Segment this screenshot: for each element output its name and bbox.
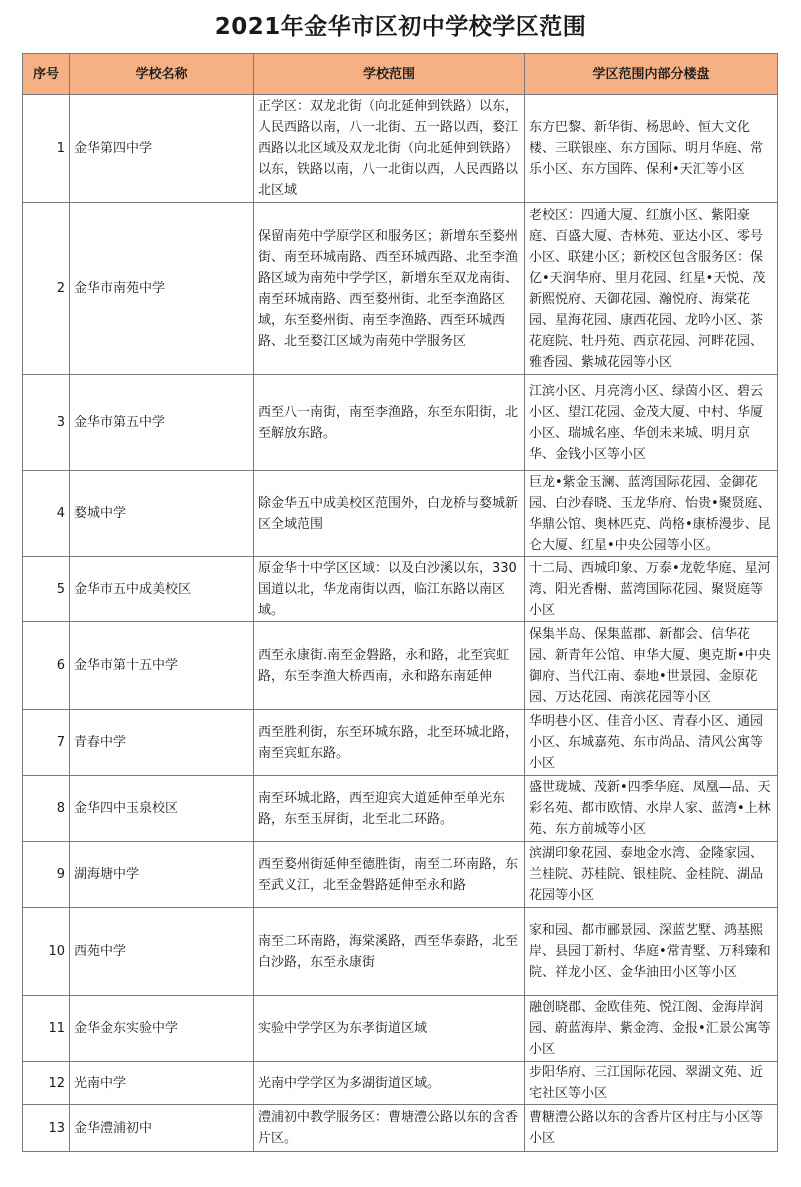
table-row <box>23 95 778 203</box>
school-name: 青春中学 <box>70 710 254 776</box>
school-scope: 光南中学学区为多湖街道区域。 <box>254 1062 525 1105</box>
row-number: 13 <box>23 1105 70 1152</box>
table-row <box>23 996 778 1062</box>
estate-list: 曹糖澧公路以东的含香片区村庄与小区等小区 <box>525 1105 778 1152</box>
table-row <box>23 471 778 557</box>
school-name: 西苑中学 <box>70 908 254 996</box>
estate-list: 十二局、西城印象、万泰•龙乾华庭、星河湾、阳光香榭、蓝湾国际花园、聚贤庭等小区 <box>525 557 778 622</box>
table-row <box>23 375 778 471</box>
school-scope: 澧浦初中教学服务区：曹塘澧公路以东的含香片区。 <box>254 1105 525 1152</box>
estate-list: 东方巴黎、新华街、杨思岭、恒大文化楼、三联银座、东方国际、明月华庭、常乐小区、东方国阵、保利•天汇等小区 <box>525 95 778 203</box>
school-scope: 南至环城北路，西至迎宾大道延伸至单光东路，东至玉屏街，北至北二环路。 <box>254 776 525 842</box>
row-number: 1 <box>23 95 70 203</box>
estate-list: 保集半岛、保集蓝郡、新都会、信华花园、新青年公馆、申华大厦、奥克斯•中央御府、当代江南、泰地•世景园、金原花园、万达花园、南滨花园等小区 <box>525 622 778 710</box>
table-row <box>23 776 778 842</box>
table-row <box>23 1105 778 1152</box>
estate-list: 巨龙•紫金玉澜、蓝湾国际花园、金御花园、白沙春晓、玉龙华府、怡贵•聚贤庭、华鼎公馆、奥林匹克、尚格•康桥漫步、昆仑大厦、红星•中央公园等小区。 <box>525 471 778 557</box>
estate-list: 江滨小区、月亮湾小区、绿茵小区、碧云小区、望江花园、金茂大厦、中村、华厦小区、瑞城名座、华创未来城、明月京华、金钱小区等小区 <box>525 375 778 471</box>
school-name: 金华第四中学 <box>70 95 254 203</box>
row-number: 6 <box>23 622 70 710</box>
school-name: 婺城中学 <box>70 471 254 557</box>
school-name: 金华市南苑中学 <box>70 203 254 375</box>
school-name: 金华金东实验中学 <box>70 996 254 1062</box>
school-scope: 原金华十中学区区域：以及白沙溪以东，330国道以北，华龙南街以西，临江东路以南区域。 <box>254 557 525 622</box>
table-row <box>23 1062 778 1105</box>
school-name: 金华市第十五中学 <box>70 622 254 710</box>
table-row <box>23 710 778 776</box>
estate-list: 融创晓郡、金欧佳苑、悦江阁、金海岸润园、蔚蓝海岸、紫金湾、金报•汇景公寓等小区 <box>525 996 778 1062</box>
school-scope: 南至二环南路，海棠溪路，西至华泰路，北至白沙路，东至永康街 <box>254 908 525 996</box>
estate-list: 华明巷小区、佳音小区、青春小区、通园小区、东城嘉苑、东市尚品、清风公寓等小区 <box>525 710 778 776</box>
row-number: 8 <box>23 776 70 842</box>
estate-list: 滨湖印象花园、泰地金水湾、金隆家园、兰桂院、苏桂院、银桂院、金桂院、湖品花园等小区 <box>525 842 778 908</box>
school-name: 金华四中玉泉校区 <box>70 776 254 842</box>
school-district-table <box>22 53 778 1152</box>
row-number: 2 <box>23 203 70 375</box>
row-number: 12 <box>23 1062 70 1105</box>
estate-list: 步阳华府、三江国际花园、翠湖文苑、近宅社区等小区 <box>525 1062 778 1105</box>
table-header-row <box>23 54 778 95</box>
row-number: 11 <box>23 996 70 1062</box>
school-scope: 西至永康街.南至金磐路，永和路，北至宾虹路，东至李渔大桥西南，永和路东南延伸 <box>254 622 525 710</box>
school-name: 金华澧浦初中 <box>70 1105 254 1152</box>
header-index: 序号 <box>23 54 70 95</box>
table-row <box>23 622 778 710</box>
header-school-scope: 学校范围 <box>254 54 525 95</box>
school-scope: 西至胜利街，东至环城东路，北至环城北路，南至宾虹东路。 <box>254 710 525 776</box>
page-title: 2021年金华市区初中学校学区范围 <box>214 14 587 40</box>
estate-list: 老校区：四通大厦、红旗小区、紫阳豪庭、百盛大厦、杏林苑、亚达小区、零号小区、联建小区；新校区包含服务区：保亿•天润华府、里月花园、红星•天悦、茂新熙悦府、天御花园、瀚悦府、海棠花园、星海花园、康西花园、龙吟小区、茶花庭院、牡丹苑、西京花园、河畔花园、雅香园、紫城花园等小区 <box>525 203 778 375</box>
school-scope: 西至婺州街延伸至德胜街，南至二环南路，东至武义江，北至金磐路延伸至永和路 <box>254 842 525 908</box>
school-scope: 实验中学学区为东孝街道区域 <box>254 996 525 1062</box>
row-number: 3 <box>23 375 70 471</box>
school-scope: 除金华五中成美校区范围外，白龙桥与婺城新区全域范围 <box>254 471 525 557</box>
estate-list: 盛世珑城、茂新•四季华庭、凤凰—品、天彩名苑、都市欧情、水岸人家、蓝湾•上林苑、东方前城等小区 <box>525 776 778 842</box>
row-number: 4 <box>23 471 70 557</box>
row-number: 7 <box>23 710 70 776</box>
header-estates: 学区范围内部分楼盘 <box>525 54 778 95</box>
header-school-name: 学校名称 <box>70 54 254 95</box>
school-name: 湖海塘中学 <box>70 842 254 908</box>
estate-list: 家和园、都市郦景园、深蓝艺墅、鸿基熙岸、县园丁新村、华庭•常青墅、万科臻和院、祥龙小区、金华油田小区等小区 <box>525 908 778 996</box>
table-row <box>23 908 778 996</box>
school-name: 金华市五中成美校区 <box>70 557 254 622</box>
table-row <box>23 557 778 622</box>
row-number: 5 <box>23 557 70 622</box>
row-number: 10 <box>23 908 70 996</box>
school-scope: 保留南苑中学原学区和服务区；新增东至婺州街、南至环城南路、西至环城西路、北至李渔路区域为南苑中学学区，新增东至双龙南街、南至环城南路、西至婺州街、北至李渔路区域，东至婺州街、南至李渔路、西至环城西路、北至婺江区域为南苑中学服务区 <box>254 203 525 375</box>
table-row <box>23 203 778 375</box>
row-number: 9 <box>23 842 70 908</box>
school-name: 光南中学 <box>70 1062 254 1105</box>
school-name: 金华市第五中学 <box>70 375 254 471</box>
table-row <box>23 842 778 908</box>
school-scope: 西至八一南街，南至李渔路，东至东阳街，北至解放东路。 <box>254 375 525 471</box>
school-scope: 正学区：双龙北街（向北延伸到铁路）以东，人民西路以南，八一北街、五一路以西，婺江西路以北区域及双龙北街（向北延伸到铁路）以东，铁路以南，八一北街以西，人民西路以北区域 <box>254 95 525 203</box>
